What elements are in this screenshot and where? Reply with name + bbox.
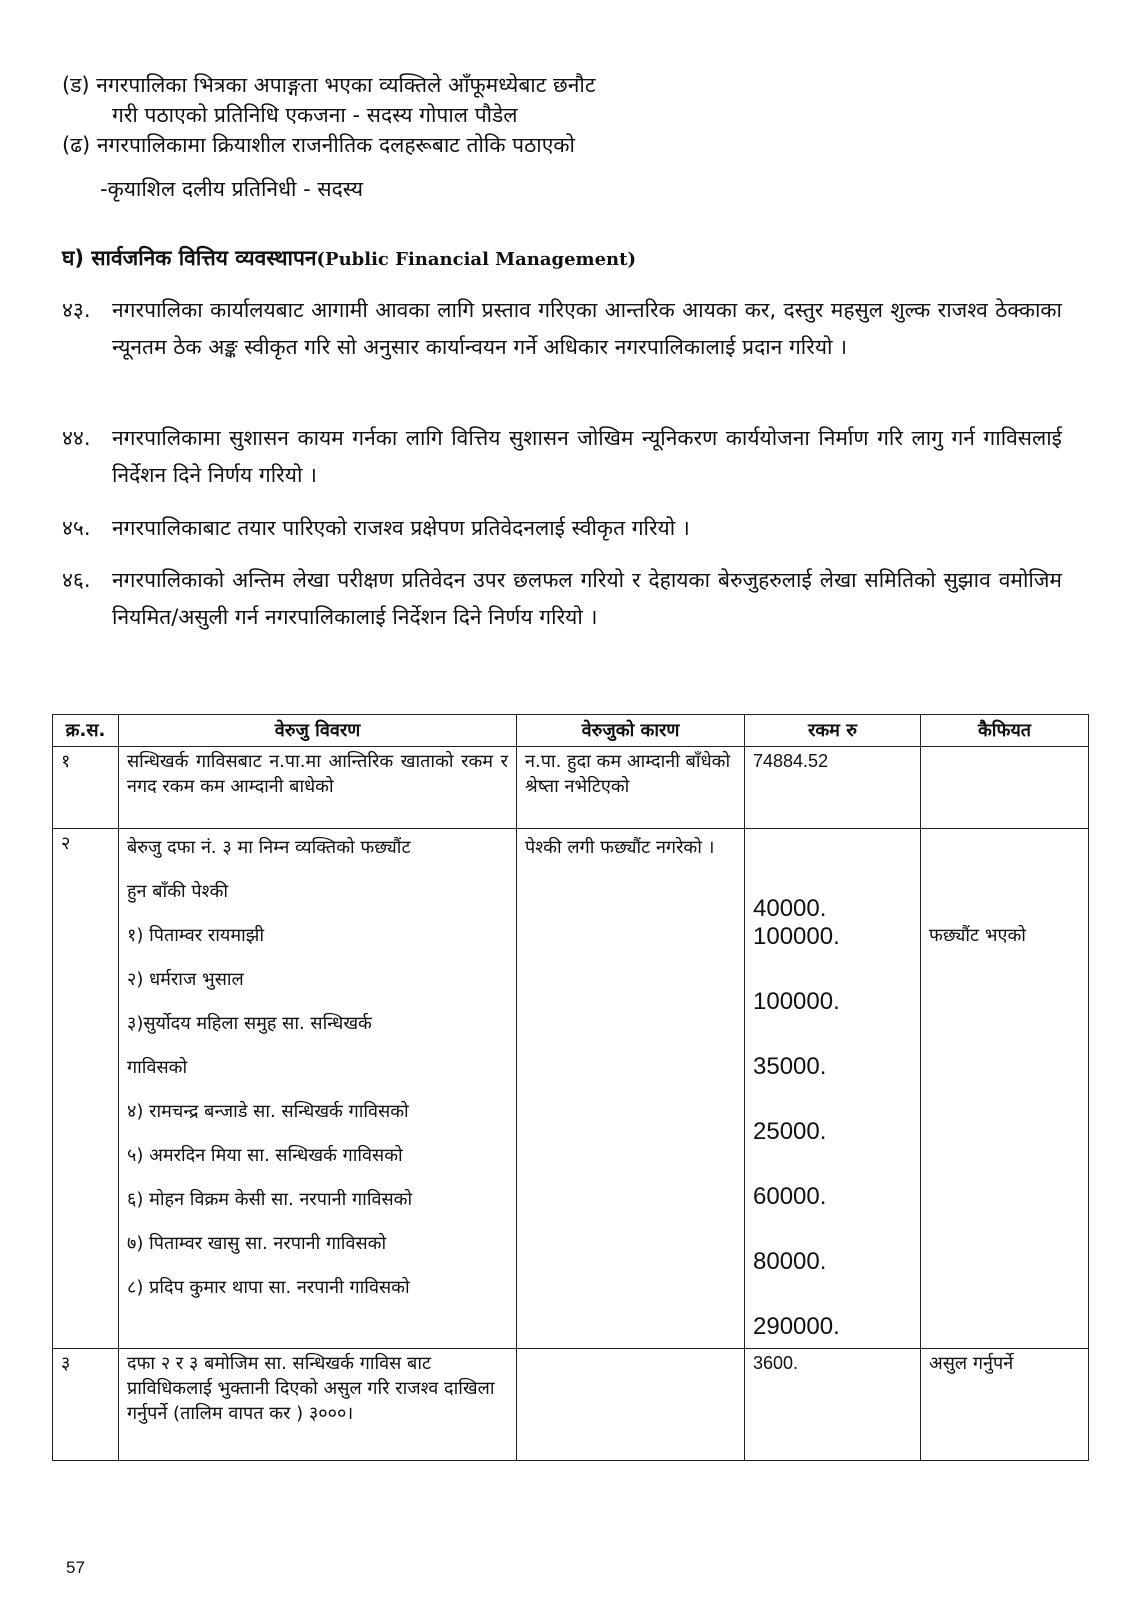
list-item: ३)सुर्योदय महिला समुह सा. सन्धिखर्क: [127, 1013, 372, 1034]
amount-list: [753, 895, 912, 1343]
intro-line-2: गरी पठाएको प्रतिनिधि एकजना - सदस्य गोपाल पौडेल: [112, 103, 518, 127]
cell-reason: न.पा. हुदा कम आम्दानी बाँधेको श्रेष्ता नभेटिएको: [517, 747, 745, 829]
cell-amount: 74884.52: [745, 747, 921, 829]
paragraph-text: नगरपालिकामा सुशासन कायम गर्नका लागि वित्तिय सुशासन जोखिम न्यूनिकरण कार्ययोजना निर्माण गरि लागु गर्न गाविसलाई निर्देशन दिने निर्णय गरियो ।: [112, 426, 1062, 487]
paragraph-text: नगरपालिकाको अन्तिम लेखा परीक्षण प्रतिवेदन उपर छलफल गरियो र देहायका बेरुजुहरुलाई लेखा समितिको सुझाव वमोजिम नियमित/असुली गर्न नगरपालिकालाई निर्देशन दिने निर्णय गरियो ।: [112, 568, 1062, 629]
objection-table: [52, 714, 1089, 1461]
cell-description: दफा २ र ३ बमोजिम सा. सन्धिखर्क गाविस बाट प्राविधिकलाई भुक्तानी दिएको असुल गरि राजश्व दाखिला गर्नुपर्ने (तालिम वापत कर ) ३०००।: [119, 1349, 517, 1461]
cell-remark: असुल गर्नुपर्ने: [921, 1349, 1089, 1461]
cell-reason: पेश्की लगी फछ्यौंट नगरेको ।: [517, 829, 745, 1349]
paragraph-number: ४५.: [62, 516, 91, 540]
list-item: हुन बाँकी पेश्की: [127, 881, 229, 902]
header-description: वेरुजु विवरण: [119, 715, 517, 747]
amount-item: 40000.: [753, 895, 827, 922]
list-item: ७) पिताम्वर खासु सा. नरपानी गाविसको: [127, 1233, 387, 1254]
section-heading: [62, 244, 636, 272]
header-serial: क्र.स.: [53, 715, 119, 747]
cell-serial: २: [53, 829, 119, 1349]
amount-item: 100000.: [753, 988, 840, 1015]
paragraph-45: [62, 510, 1062, 547]
list-item: ८) प्रदिप कुमार थापा सा. नरपानी गाविसको: [127, 1277, 410, 1298]
cell-amount: [745, 829, 921, 1349]
paragraph-number: ४६.: [62, 568, 91, 592]
section-title: घ) सार्वजनिक वित्तिय व्यवस्थापन: [62, 246, 317, 270]
list-item: २) धर्मराज भुसाल: [127, 969, 244, 990]
paragraph-number: ४३.: [62, 298, 91, 322]
list-item: ५) अमरदिन मिया सा. सन्धिखर्क गाविसको: [127, 1145, 403, 1166]
cell-description: [119, 829, 517, 1349]
advance-holder-list: [127, 835, 508, 1319]
paragraph-43: [62, 292, 1062, 366]
amount-item: 100000.: [753, 923, 840, 950]
amount-item: 25000.: [753, 1118, 827, 1145]
amount-item: 290000.: [753, 1313, 840, 1340]
intro-line-1: (ड) नगरपालिका भित्रका अपाङ्गता भएका व्यक्तिले आँफूमध्येबाट छनौट: [62, 73, 596, 97]
paragraph-text: नगरपालिका कार्यालयबाट आगामी आवका लागि प्रस्ताव गरिएका आन्तरिक आयका कर, दस्तुर महसुल शुल्क राजश्व ठेक्काका न्यूनतम ठेक अङ्क स्वीकृत गरि सो अनुसार कार्यान्वयन गर्ने अधिकार नगरपालिकालाई प्रदान गरियो ।: [112, 298, 1062, 359]
list-item: ४) रामचन्द्र बन्जाडे सा. सन्धिखर्क गाविसको: [127, 1101, 409, 1122]
section-title-en: (Public Financial Management): [316, 249, 636, 270]
paragraph-text: नगरपालिकाबाट तयार पारिएको राजश्व प्रक्षेपण प्रतिवेदनलाई स्वीकृत गरियो ।: [112, 516, 690, 540]
paragraph-44: [62, 420, 1062, 494]
list-item: ६) मोहन विक्रम केसी सा. नरपानी गाविसको: [127, 1189, 413, 1210]
cell-description: सन्धिखर्क गाविसबाट न.पा.मा आन्तिरिक खाताको रकम र नगद रकम कम आम्दानी बाधेको: [119, 747, 517, 829]
page-number: 57: [66, 1558, 85, 1577]
cell-serial: ३: [53, 1349, 119, 1461]
intro-line-4: -कृयाशिल दलीय प्रतिनिधी - सदस्य: [100, 177, 364, 201]
paragraph-number: ४४.: [62, 426, 91, 450]
amount-item: 80000.: [753, 1248, 827, 1275]
header-amount: रकम रु: [745, 715, 921, 747]
cell-remark: [921, 747, 1089, 829]
amount-item: 35000.: [753, 1053, 827, 1080]
intro-line-3: (ढ) नगरपालिकामा क्रियाशील राजनीतिक दलहरूबाट तोकि पठाएको: [62, 133, 575, 157]
table-header-row: [53, 715, 1089, 747]
header-remark: कैफियत: [921, 715, 1089, 747]
cell-amount: 3600.: [745, 1349, 921, 1461]
header-reason: वेरुजुको कारण: [517, 715, 745, 747]
table-row: [53, 1349, 1089, 1461]
table-row: [53, 747, 1089, 829]
cell-serial: १: [53, 747, 119, 829]
cell-reason: [517, 1349, 745, 1461]
list-item: गाविसको: [127, 1057, 188, 1078]
list-item: १) पिताम्वर रायमाझी: [127, 925, 265, 946]
amount-item: 60000.: [753, 1183, 827, 1210]
paragraph-46: [62, 562, 1062, 636]
table-row: [53, 829, 1089, 1349]
list-item: बेरुजु दफा नं. ३ मा निम्न व्यक्तिको फछ्यौंट: [127, 837, 411, 858]
cell-remark: फछ्यौंट भएको: [921, 829, 1089, 1349]
